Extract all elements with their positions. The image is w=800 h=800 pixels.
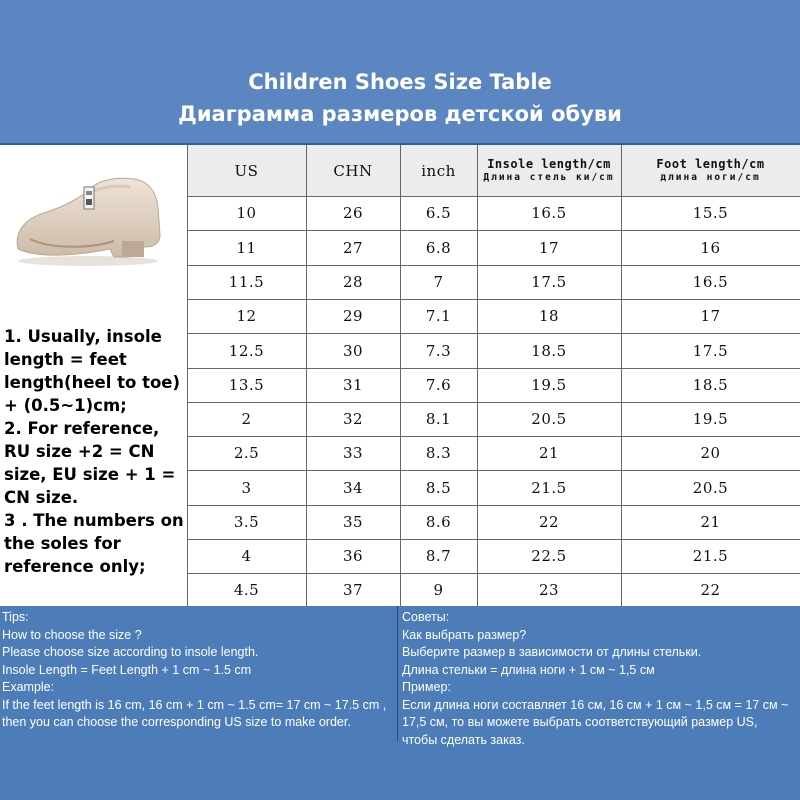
cell-inch: 9 [433,580,444,599]
cell-chn: 30 [342,341,364,360]
tips-example: If the feet length is 16 cm, 16 cm + 1 cm ~ 1.5 cm= 17 cm ~ 17.5 cm , then you can choose the corresponding US size to make order. [2,697,387,729]
cell-us: 2 [241,410,252,428]
cell-foot: 16 [700,238,721,257]
tips-example-ru: Если длина ноги составляет 16 см, 16 см + 1 см ~ 1,5 см = 17 см ~ 17,5 см, то вы можете выбрать соответствующий размер US, чтобы сделать заказ. [402,697,789,747]
cell-us: 3.5 [233,513,260,531]
cell-inch: 6.5 [425,204,452,222]
cell-insole: 21 [538,444,560,462]
cell-chn: 37 [342,580,364,599]
title-russian: Диаграмма размеров детской обуви [178,102,622,126]
cell-insole: 20.5 [531,410,567,428]
header-chn: CHN [333,161,373,180]
cell-foot: 19.5 [692,410,729,428]
cell-inch: 8.6 [425,513,452,531]
cell-us: 12 [236,307,257,325]
header-insole [477,145,621,196]
cell-chn: 35 [342,513,364,531]
tips-formula: Insole Length = Feet Length + 1 cm ~ 1.5 cm [2,662,252,677]
cell-foot: 17 [700,307,721,325]
header-inch: inch [421,161,456,180]
cell-foot: 15.5 [692,204,729,222]
cell-foot: 21 [700,513,721,531]
cell-chn: 28 [342,273,364,291]
tips-example-heading: Example: [2,680,55,694]
tips-question: How to choose the size ? [2,627,142,642]
header-foot [621,145,800,196]
tips-instruction-ru: Выберите размер в зависимости от длины стельки. [402,645,702,659]
note-sole-numbers: 3 . The numbers on the soles for reference only; [4,511,184,576]
cell-us: 2.5 [233,444,260,462]
title-english: Children Shoes Size Table [248,70,552,94]
cell-foot: 22 [700,580,721,599]
cell-inch: 8.1 [425,410,452,428]
cell-chn: 26 [342,204,364,222]
tips-english [2,609,394,732]
footer-divider [397,606,398,741]
note-insole-rule: 1. Usually, insole length = feet length(heel to toe) + (0.5~1)cm; [4,327,181,415]
cell-foot: 18.5 [692,376,729,394]
cell-foot: 20 [700,444,721,462]
tips-heading-ru: Советы: [402,610,450,624]
tips-example-heading-ru: Пример: [402,680,451,694]
cell-insole: 18 [538,307,560,325]
cell-inch: 8.7 [425,547,452,565]
cell-inch: 6.8 [425,238,452,257]
cell-insole: 18.5 [531,341,567,360]
cell-us: 3 [241,478,252,497]
cell-foot: 16.5 [692,273,729,291]
cell-insole: 23 [538,580,560,599]
tips-instruction: Please choose size according to insole length. [2,645,259,659]
cell-inch: 7 [433,273,444,291]
header-banner [0,0,800,145]
cell-inch: 7.1 [425,307,452,325]
cell-foot: 17.5 [692,341,729,360]
tips-question-ru: Как выбрать размер? [402,627,527,642]
cell-inch: 8.3 [425,444,452,462]
cell-insole: 16.5 [531,204,567,222]
cell-insole: 19.5 [531,376,567,394]
cell-us: 11 [236,238,257,257]
cell-insole: 22 [538,513,560,531]
cell-insole: 17 [538,238,560,257]
header-foot-ru: длина ноги/cm [660,171,761,183]
cell-us: 10 [236,204,257,222]
tips-formula-ru: Длина стельки = длина ноги + 1 см ~ 1,5 см [402,662,655,677]
tips-russian [402,609,794,749]
cell-us: 13.5 [228,376,265,394]
cell-inch: 7.3 [425,341,452,360]
cell-insole: 17.5 [531,273,567,291]
cell-chn: 29 [342,307,364,325]
cell-chn: 32 [342,410,364,428]
cell-us: 12.5 [228,341,265,360]
size-notes [4,325,187,578]
size-table [187,145,800,606]
cell-inch: 8.5 [425,478,452,497]
cell-chn: 31 [342,376,364,394]
cell-insole: 22.5 [531,547,567,565]
cell-chn: 34 [342,478,364,497]
header-insole-en: Insole length/cm [487,156,611,171]
cell-foot: 21.5 [692,547,729,565]
header-foot-en: Foot length/cm [656,156,765,171]
cell-foot: 20.5 [692,478,729,497]
tips-heading: Tips: [2,610,29,624]
cell-insole: 21.5 [531,478,567,497]
shoe-photo [10,157,170,267]
cell-inch: 7.6 [425,376,452,394]
cell-chn: 36 [342,547,364,565]
cell-us: 11.5 [228,273,265,291]
cell-chn: 27 [342,238,364,257]
cell-us: 4 [241,547,252,565]
left-panel [0,145,187,606]
header-us: US [234,161,259,180]
cell-us: 4.5 [233,580,260,599]
cell-chn: 33 [342,444,364,462]
tips-footer [0,606,800,800]
header-insole-ru: Длина стель ки/cm [483,171,615,183]
note-size-reference: 2. For reference, RU size +2 = CN size, EU size + 1 = CN size. [4,419,176,507]
